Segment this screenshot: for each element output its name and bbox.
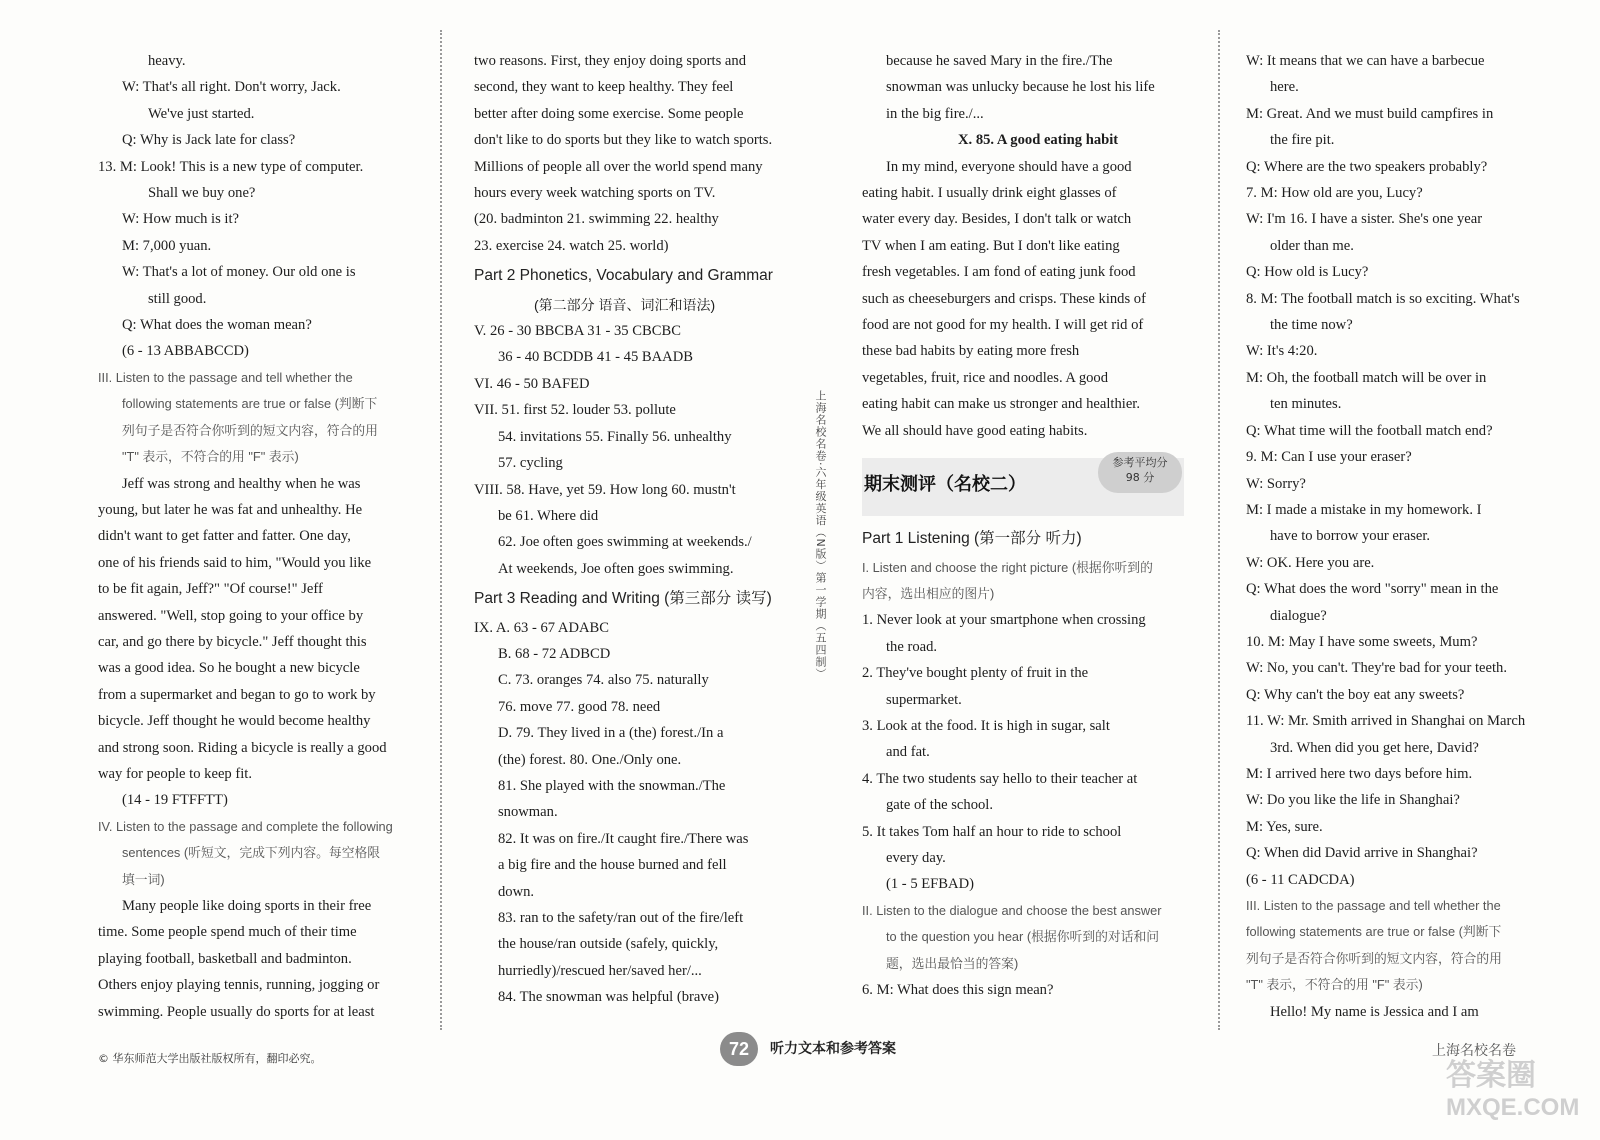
text-line: We've just started.: [148, 105, 255, 122]
text-line: 84. The snowman was helpful (brave): [498, 989, 720, 1006]
text-line: eating habit. I usually drink eight glasses of: [862, 185, 1117, 202]
text-line: snowman was unlucky because he lost his life: [886, 79, 1155, 96]
text-line: Part 1 Listening (第一部分 听力): [862, 530, 1082, 548]
text-line: "T" 表示，不符合的用 "F" 表示): [122, 449, 299, 465]
text-line: VIII. 58. Have, yet 59. How long 60. mustn't: [474, 481, 736, 498]
text-line: a big fire and the house burned and fell: [498, 857, 727, 874]
text-line: M: 7,000 yuan.: [122, 237, 212, 254]
text-line: 3. Look at the food. It is high in sugar, salt: [862, 717, 1110, 734]
text-line: Q: Where are the two speakers probably?: [1246, 158, 1488, 175]
text-line: M: Great. And we must build campfires in: [1246, 105, 1494, 122]
text-line: W: Sorry?: [1246, 475, 1306, 492]
column-3-listening: [862, 526, 1184, 1003]
text-line: (14 - 19 FTFFTT): [122, 792, 228, 809]
text-line: 1. Never look at your smartphone when crossing: [862, 612, 1146, 629]
text-line: to be fit again, Jeff?" "Of course!" Jeff: [98, 581, 323, 598]
text-line: W: Do you like the life in Shanghai?: [1246, 792, 1460, 809]
text-line: 6. M: What does this sign mean?: [862, 982, 1054, 998]
text-line: Millions of people all over the world spend many: [474, 158, 763, 175]
text-line: 54. invitations 55. Finally 56. unhealthy: [498, 428, 732, 445]
text-line: (6 - 13 ABBABCCD): [122, 343, 249, 360]
footer-label: 听力文本和参考答案: [770, 1041, 896, 1057]
text-line: Part 3 Reading and Writing (第三部分 读写): [474, 590, 772, 608]
watermark-logo: [1446, 1058, 1586, 1128]
text-line: W: How much is it?: [122, 211, 239, 228]
column-2: [474, 48, 792, 1038]
text-line: 83. ran to the safety/ran out of the fire/left: [498, 910, 744, 926]
text-line: bicycle. Jeff thought he would become healthy: [98, 713, 371, 730]
text-line: Q: Why can't the boy eat any sweets?: [1246, 686, 1465, 703]
text-line: Q: What does the word "sorry" mean in the: [1246, 581, 1499, 598]
text-line: time. Some people spend much of their time: [98, 924, 357, 941]
text-line: Q: What does the woman mean?: [122, 317, 312, 334]
badge-score: 98 分: [1125, 471, 1155, 485]
text-line: following statements are true or false (判断下: [122, 396, 378, 412]
text-line: VI. 46 - 50 BAFED: [474, 375, 590, 392]
text-line: didn't want to get fatter and fatter. One day,: [98, 528, 351, 545]
text-line: Part 2 Phonetics, Vocabulary and Grammar: [474, 267, 773, 285]
column-divider-2: [1218, 30, 1220, 1030]
text-line: 62. Joe often goes swimming at weekends./: [498, 534, 752, 551]
text-line: 8. M: The football match is so exciting. What's: [1246, 290, 1520, 307]
text-line: swimming. People usually do sports for at least: [98, 1003, 375, 1020]
text-line: from a supermarket and began to go to work by: [98, 686, 376, 703]
column-3: [862, 48, 1184, 1038]
watermark-bottom: MXQE.COM: [1446, 1094, 1580, 1121]
text-line: III. Listen to the passage and tell whether the: [1246, 898, 1501, 913]
text-line: car, and go there by bicycle." Jeff thought this: [98, 633, 367, 650]
text-line: following statements are true or false (判断下: [1246, 924, 1502, 940]
text-line: 11. W: Mr. Smith arrived in Shanghai on March: [1246, 713, 1526, 730]
text-line: Q: What time will the football match end?: [1246, 422, 1493, 439]
text-line: 13. M: Look! This is a new type of computer.: [98, 158, 364, 175]
text-line: (the) forest. 80. One./Only one.: [498, 751, 682, 768]
text-line: We all should have good eating habits.: [862, 422, 1088, 439]
text-line: Others enjoy playing tennis, running, jogging or: [98, 977, 380, 994]
text-line: 76. move 77. good 78. need: [498, 698, 661, 715]
text-line: have to borrow your eraser.: [1270, 528, 1431, 545]
text-line: the fire pit.: [1270, 132, 1335, 149]
text-line: 填一词): [122, 871, 165, 887]
column-1: [98, 48, 420, 1038]
text-line: still good.: [148, 290, 207, 307]
text-line: down.: [498, 883, 535, 900]
text-line: V. 26 - 30 BBCBA 31 - 35 CBCBC: [474, 323, 681, 340]
text-line: don't like to do sports but they like to watch sports.: [474, 132, 773, 149]
section-header: [862, 458, 1184, 516]
text-line: here.: [1270, 79, 1299, 96]
text-line: M: I arrived here two days before him.: [1246, 765, 1473, 782]
text-line: 82. It was on fire./It caught fire./There was: [498, 830, 749, 847]
text-line: because he saved Mary in the fire./The: [886, 53, 1113, 69]
text-line: III. Listen to the passage and tell whether the: [98, 369, 353, 385]
text-line: 81. She played with the snowman./The: [498, 777, 726, 794]
text-line: W: I'm 16. I have a sister. She's one year: [1246, 211, 1483, 228]
text-line: Jeff was strong and healthy when he was: [122, 475, 361, 492]
column-3-answers: [862, 48, 1184, 444]
text-line: W: No, you can't. They're bad for your teeth.: [1246, 660, 1507, 677]
text-line: Q: How old is Lucy?: [1246, 264, 1369, 281]
text-line: IV. Listen to the passage and complete the following: [98, 818, 393, 834]
text-line: the road.: [886, 638, 938, 655]
text-line: 5. It takes Tom half an hour to ride to school: [862, 823, 1122, 840]
text-line: supermarket.: [886, 691, 962, 708]
page-number: 72: [720, 1032, 758, 1066]
text-line: 23. exercise 24. watch 25. world): [474, 237, 669, 254]
text-line: 列句子是否符合你听到的短文内容，符合的用: [1246, 950, 1502, 966]
text-line: dialogue?: [1270, 607, 1327, 624]
average-score-badge: [1098, 452, 1182, 493]
text-line: W: That's a lot of money. Our old one is: [122, 264, 356, 281]
text-line: better after doing some exercise. Some people: [474, 105, 744, 122]
text-line: vegetables, fruit, rice and noodles. A good: [862, 369, 1109, 386]
text-line: hurriedly)/rescued her/saved her/...: [498, 962, 702, 979]
text-line: two reasons. First, they enjoy doing sports and: [474, 53, 746, 69]
text-line: Q: When did David arrive in Shanghai?: [1246, 845, 1478, 862]
watermark-top: 答案圈: [1446, 1059, 1536, 1092]
text-line: these bad habits by eating more fresh: [862, 343, 1080, 360]
text-line: heavy.: [148, 53, 186, 69]
text-line: M: Oh, the football match will be over in: [1246, 369, 1487, 386]
text-line: sentences (听短文，完成下列内容。每空格限: [122, 845, 381, 861]
text-line: playing football, basketball and badminton.: [98, 950, 352, 967]
text-line: was a good idea. So he bought a new bicycle: [98, 660, 360, 677]
writing-title: X. 85. A good eating habit: [958, 132, 1119, 149]
text-line: water every day. Besides, I don't talk or watch: [862, 211, 1132, 228]
footer-brand: 上海名校名卷: [1432, 1043, 1516, 1059]
text-line: in the big fire./...: [886, 105, 984, 122]
text-line: the house/ran outside (safely, quickly,: [498, 936, 719, 953]
text-line: 4. The two students say hello to their teacher at: [862, 770, 1138, 787]
text-line: W: It's 4:20.: [1246, 343, 1318, 360]
text-line: M: Yes, sure.: [1246, 818, 1323, 835]
text-line: gate of the school.: [886, 797, 993, 814]
text-line: (20. badminton 21. swimming 22. healthy: [474, 211, 719, 228]
text-line: 57. cycling: [498, 455, 563, 472]
text-line: young, but later he was fat and unhealthy. He: [98, 501, 363, 518]
text-line: fresh vegetables. I am fond of eating junk food: [862, 264, 1136, 281]
text-line: (1 - 5 EFBAD): [886, 876, 974, 893]
text-line: W: OK. Here you are.: [1246, 554, 1375, 571]
text-line: 36 - 40 BCDDB 41 - 45 BAADB: [498, 349, 693, 366]
text-line: every day.: [886, 849, 946, 866]
text-line: food are not good for my health. I will get rid of: [862, 317, 1144, 334]
copyright-notice: © 华东师范大学出版社版权所有，翻印必究。: [98, 1052, 322, 1065]
text-line: 7. M: How old are you, Lucy?: [1246, 185, 1423, 202]
text-line: 9. M: Can I use your eraser?: [1246, 449, 1412, 466]
text-line: 内容，选出相应的图片): [862, 585, 995, 601]
text-line: be 61. Where did: [498, 507, 599, 524]
text-line: D. 79. They lived in a (the) forest./In a: [498, 725, 724, 742]
text-line: "T" 表示，不符合的用 "F" 表示): [1246, 977, 1423, 993]
text-line: to the question you hear (根据你听到的对话和问: [886, 929, 1160, 945]
text-line: II. Listen to the dialogue and choose the best answer: [862, 902, 1162, 918]
text-line: 10. M: May I have some sweets, Mum?: [1246, 633, 1478, 650]
text-line: At weekends, Joe often goes swimming.: [498, 560, 734, 577]
text-line: 列句子是否符合你听到的短文内容，符合的用: [122, 422, 378, 438]
text-line: (6 - 11 CADCDA): [1246, 871, 1355, 888]
text-line: and fat.: [886, 744, 930, 761]
text-line: 3rd. When did you get here, David?: [1270, 739, 1479, 756]
text-line: Shall we buy one?: [148, 185, 256, 202]
text-line: Q: Why is Jack late for class?: [122, 132, 296, 149]
text-line: 题，选出最恰当的答案): [886, 955, 1019, 971]
text-line: hours every week watching sports on TV.: [474, 185, 716, 202]
badge-label: 参考平均分: [1112, 456, 1168, 470]
text-line: snowman.: [498, 804, 558, 821]
text-line: the time now?: [1270, 317, 1353, 334]
text-line: In my mind, everyone should have a good: [886, 158, 1132, 175]
text-line: W: It means that we can have a barbecue: [1246, 53, 1485, 69]
text-line: one of his friends said to him, "Would you like: [98, 554, 372, 571]
text-line: W: That's all right. Don't worry, Jack.: [122, 79, 341, 96]
text-line: older than me.: [1270, 237, 1354, 254]
text-line: and strong soon. Riding a bicycle is really a good: [98, 739, 387, 756]
text-line: VII. 51. first 52. louder 53. pollute: [474, 402, 676, 419]
text-line: M: I made a mistake in my homework. I: [1246, 501, 1482, 518]
text-line: second, they want to keep healthy. They feel: [474, 79, 734, 96]
text-line: eating habit can make us stronger and healthier.: [862, 396, 1140, 413]
text-line: TV when I am eating. But I don't like eating: [862, 237, 1120, 254]
text-line: answered. "Well, stop going to your office by: [98, 607, 364, 624]
section-title: 期末测评（名校二）: [864, 474, 1026, 496]
text-line: C. 73. oranges 74. also 75. naturally: [498, 672, 709, 689]
text-line: ten minutes.: [1270, 396, 1342, 413]
text-line: (第二部分 语音、词汇和语法): [534, 296, 716, 313]
column-divider-1: [440, 30, 442, 1030]
text-line: Hello! My name is Jessica and I am: [1270, 1003, 1479, 1020]
text-line: such as cheeseburgers and crisps. These kinds of: [862, 290, 1146, 307]
text-line: 2. They've bought plenty of fruit in the: [862, 665, 1089, 682]
text-line: I. Listen and choose the right picture (根据你听到的: [862, 559, 1153, 575]
text-line: way for people to keep fit.: [98, 765, 252, 782]
text-line: Many people like doing sports in their free: [122, 898, 372, 914]
column-4: [1246, 48, 1562, 1038]
text-line: IX. A. 63 - 67 ADABC: [474, 619, 609, 636]
text-line: B. 68 - 72 ADBCD: [498, 645, 611, 662]
spine-text: 上海名校名卷·六年级英语（N版）第一学期（五四制）: [814, 390, 827, 680]
